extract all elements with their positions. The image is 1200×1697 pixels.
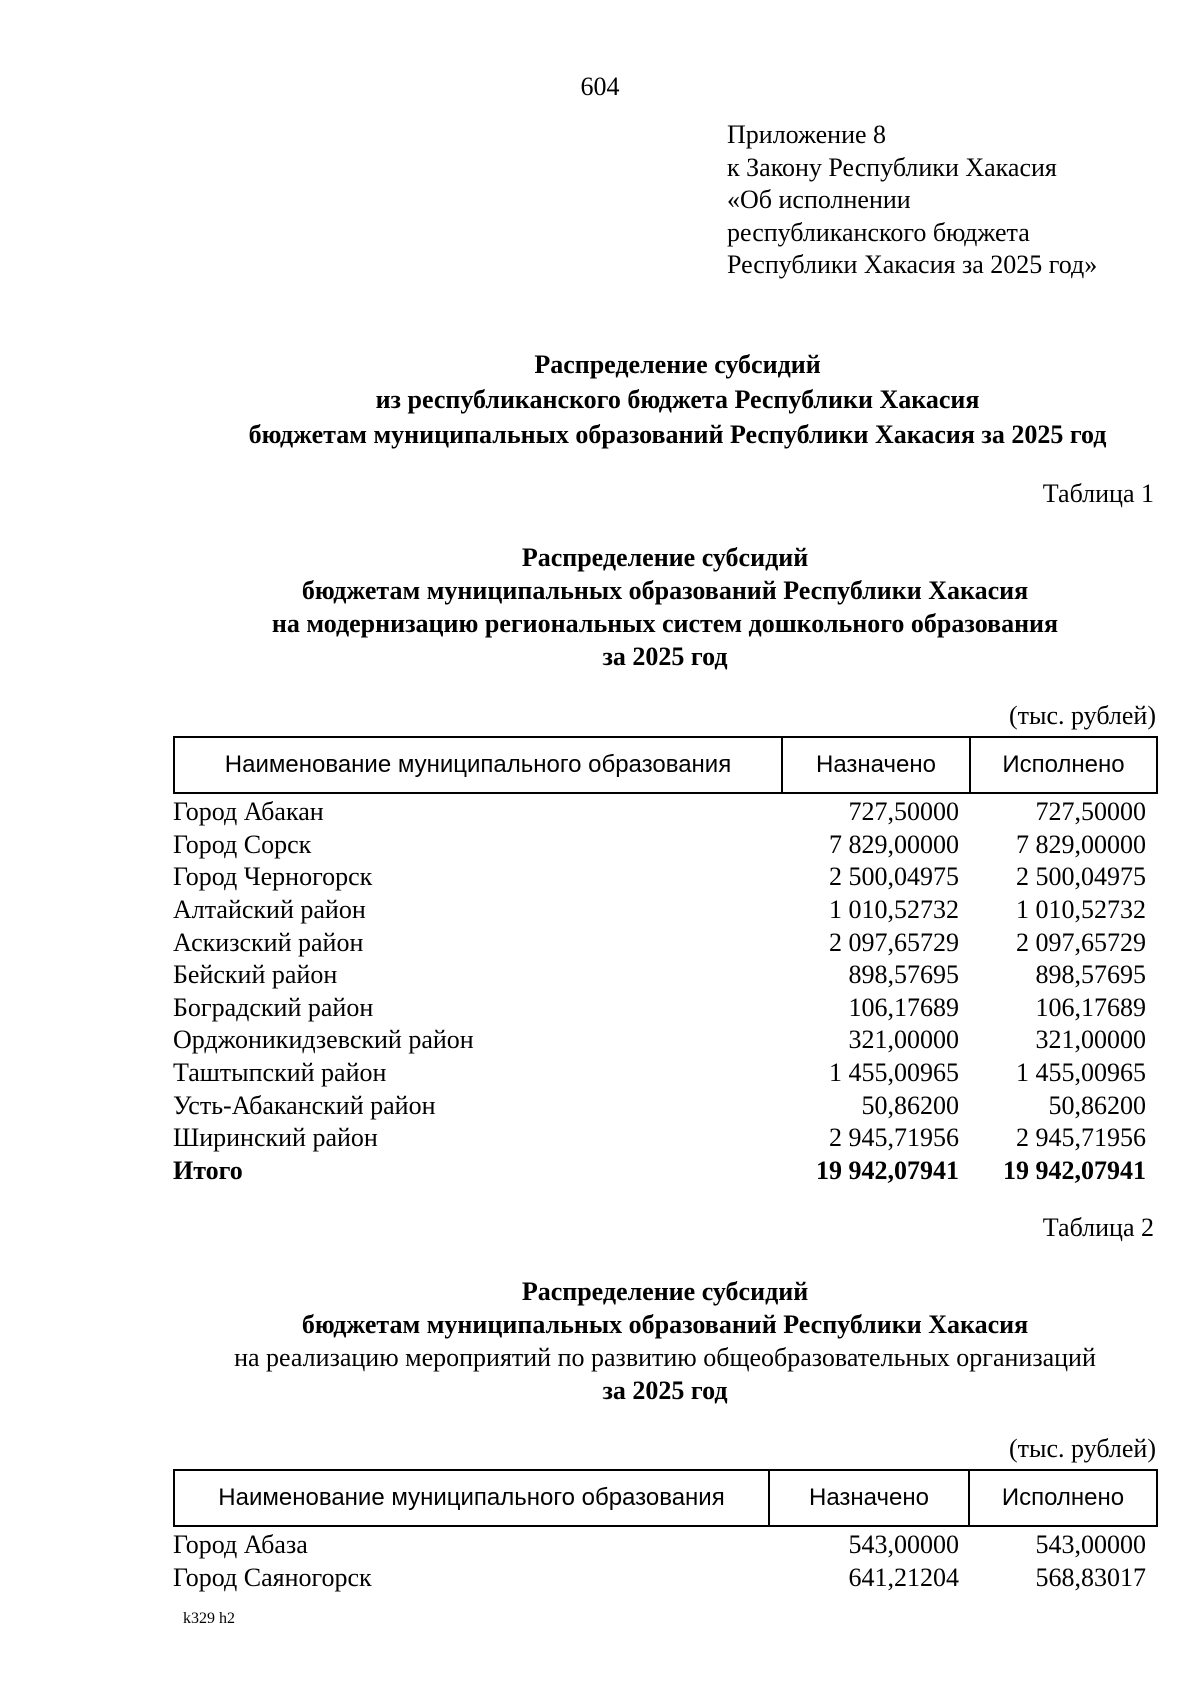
row-name: Ширинский район [173,1123,378,1153]
row-executed: 50,86200 [1048,1090,1146,1120]
appendix-line: республиканского бюджета [727,217,1030,247]
table2-title-line: на реализацию мероприятий по развитию общеобразовательных организаций [234,1343,1096,1372]
row-executed: 2 500,04975 [1016,862,1146,892]
table1-units: (тыс. рублей) [1008,701,1156,730]
table-row [173,1024,1156,1057]
appendix-reference [727,119,1097,282]
row-executed: 1 010,52732 [1016,895,1146,925]
row-name: Боградский район [173,992,374,1022]
row-executed: 106,17689 [1035,992,1146,1022]
row-name: Аскизский район [173,927,364,957]
row-executed: 2 097,65729 [1016,927,1146,957]
table-row [173,1529,1156,1562]
row-executed: 7 829,00000 [1016,829,1146,859]
row-assigned: 1 455,00965 [829,1058,959,1088]
table2-title [0,1275,1200,1407]
table2-title-line: бюджетам муниципальных образований Республики Хакасия [301,1310,1029,1339]
table-row [173,1089,1156,1122]
row-assigned: 543,00000 [848,1530,959,1560]
table-row [173,1057,1156,1090]
table-row [173,1562,1156,1595]
table-row [173,861,1156,894]
table1-title-line: за 2025 год [602,642,728,671]
total-name: Итого [173,1155,243,1185]
row-assigned: 1 010,52732 [829,895,959,925]
title-line: Распределение субсидий [534,350,821,379]
row-executed: 321,00000 [1035,1025,1146,1055]
table1-label: Таблица 1 [1042,479,1154,508]
table1-header-executed: Исполнено [970,737,1157,793]
table2-title-line: Распределение субсидий [521,1277,809,1306]
appendix-line: «Об исполнении [727,185,911,214]
row-name: Таштыпский район [173,1058,387,1088]
table2-units: (тыс. рублей) [1008,1434,1156,1463]
table-row [173,894,1156,927]
row-name: Город Абакан [173,797,324,827]
table2-header-name: Наименование муниципального образования [174,1470,769,1526]
row-executed: 727,50000 [1035,797,1146,827]
table1-header [173,736,1158,794]
table-row [173,959,1156,992]
title-line: из республиканского бюджета Республики Хакасия [375,385,980,414]
table1 [173,736,1156,1187]
row-assigned: 2 097,65729 [829,927,959,957]
row-executed: 543,00000 [1035,1530,1146,1560]
row-name: Алтайский район [173,895,366,925]
row-executed: 568,83017 [1035,1562,1146,1592]
table2-title-line: за 2025 год [602,1376,728,1405]
row-executed: 898,57695 [1035,960,1146,990]
total-executed: 19 942,07941 [1003,1155,1146,1185]
row-executed: 2 945,71956 [1016,1123,1146,1153]
table2-label: Таблица 2 [1042,1213,1154,1242]
row-name: Город Абаза [173,1530,308,1560]
table2 [173,1469,1156,1594]
row-assigned: 2 500,04975 [829,862,959,892]
row-assigned: 321,00000 [848,1025,959,1055]
row-assigned: 106,17689 [848,992,959,1022]
appendix-line: к Закону Республики Хакасия [727,152,1057,182]
row-name: Бейский район [173,960,338,990]
row-executed: 1 455,00965 [1016,1058,1146,1088]
table1-body [173,796,1156,1187]
row-name: Город Сорск [173,829,312,859]
row-assigned: 898,57695 [848,960,959,990]
table1-title-line: бюджетам муниципальных образований Республики Хакасия [301,576,1029,605]
total-assigned: 19 942,07941 [816,1155,959,1185]
table-row [173,796,1156,829]
table1-header-assigned: Назначено [782,737,970,793]
appendix-line: Приложение 8 [727,120,887,149]
row-name: Усть-Абаканский район [173,1090,436,1120]
row-assigned: 7 829,00000 [829,829,959,859]
table2-header-executed: Исполнено [969,1470,1157,1526]
row-name: Орджоникидзевский район [173,1025,474,1055]
table-row [173,992,1156,1025]
page-number: 604 [580,72,620,101]
row-assigned: 641,21204 [848,1562,959,1592]
appendix-line: Республики Хакасия за 2025 год» [727,250,1098,279]
table2-header-assigned: Назначено [769,1470,969,1526]
row-assigned: 727,50000 [848,797,959,827]
table1-title [0,541,1200,673]
row-assigned: 50,86200 [861,1090,959,1120]
table2-body [173,1529,1156,1594]
title-line: бюджетам муниципальных образований Республики Хакасия за 2025 год [248,420,1107,449]
footer-document-code: k329 h2 [183,1610,235,1627]
table-row [173,1122,1156,1155]
table-row [173,829,1156,862]
document-title [0,347,1200,452]
table-total-row [173,1155,1156,1188]
table2-header [173,1469,1158,1527]
table1-title-line: на модернизацию региональных систем дошкольного образования [271,609,1059,638]
row-assigned: 2 945,71956 [829,1123,959,1153]
row-name: Город Саяногорск [173,1562,372,1592]
table-row [173,926,1156,959]
table1-title-line: Распределение субсидий [521,543,809,572]
row-name: Город Черногорск [173,862,373,892]
table1-header-name: Наименование муниципального образования [174,737,782,793]
